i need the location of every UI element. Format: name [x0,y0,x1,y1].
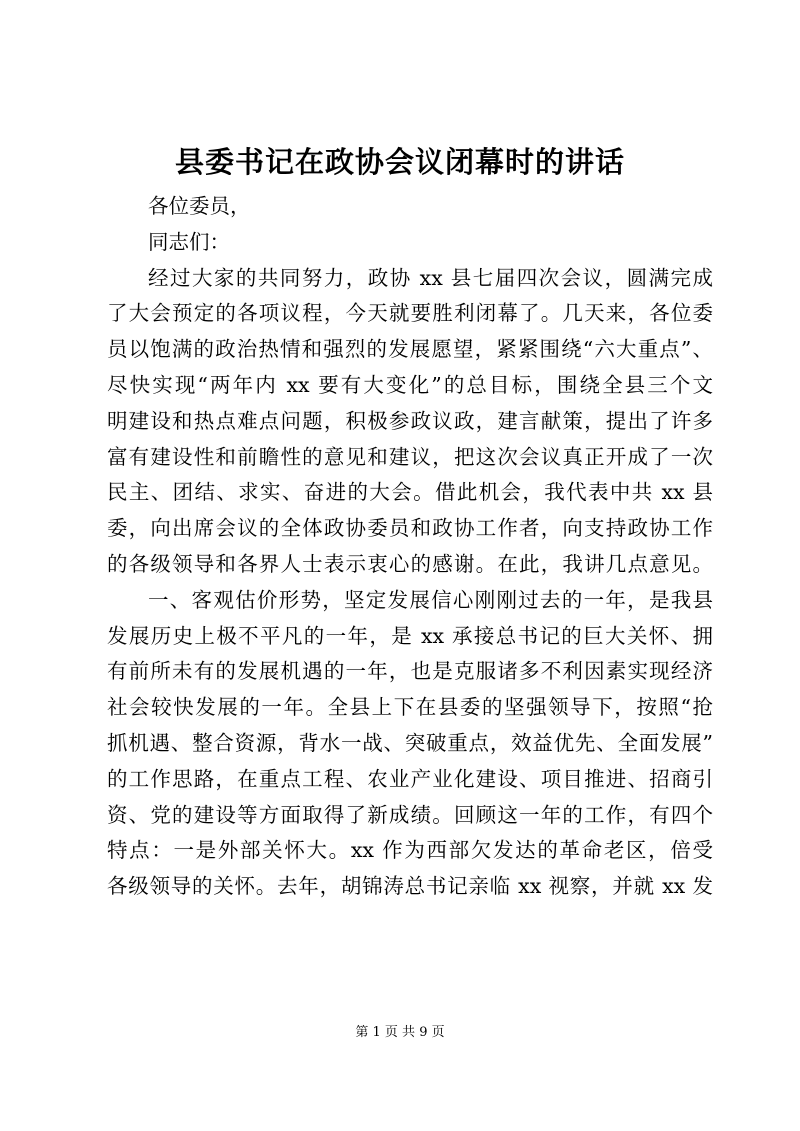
salutation-line: 各位委员， [148,194,251,218]
paragraph-line: 经过大家的共同努力，政协 xx 县七届四次会议，圆满完成 [148,265,713,290]
paragraph-line: 委，向出席会议的全体政协委员和政协工作者，向支持政协工作 [107,516,713,541]
paragraph-line: 富有建设性和前瞻性的意见和建议，把这次会议真正开成了一次 [107,444,713,469]
salutation-line: 同志们： [148,229,230,254]
paragraph-line: 员以饱满的政治热情和强烈的发展愿望，紧紧围绕“六大重点”、 [107,337,713,362]
paragraph-line: 尽快实现“两年内 xx 要有大变化”的总目标，围绕全县三个文 [107,372,713,397]
paragraph-line: 的工作思路，在重点工程、农业产业化建设、项目推进、招商引 [107,766,713,791]
paragraph-line: 了大会预定的各项议程，今天就要胜利闭幕了。几天来，各位委 [107,301,713,326]
paragraph-line: 资、党的建设等方面取得了新成绩。回顾这一年的工作，有四个 [107,802,713,827]
document-body [107,189,713,905]
document-title: 县委书记在政协会议闭幕时的讲话 [174,145,625,179]
paragraph-line: 发展历史上极不平凡的一年，是 xx 承接总书记的巨大关怀、拥 [107,623,713,648]
paragraph-line: 抓机遇、整合资源，背水一战、突破重点，效益优先、全面发展” [107,730,713,755]
paragraph-line: 明建设和热点难点问题，积极参政议政，建言献策，提出了许多 [107,408,713,433]
paragraph-line: 各级领导的关怀。去年，胡锦涛总书记亲临 xx 视察，并就 xx 发 [107,874,713,899]
paragraph-line: 有前所未有的发展机遇的一年，也是克服诸多不利因素实现经济 [107,659,713,684]
paragraph-line: 一、客观估价形势，坚定发展信心刚刚过去的一年，是我县 [148,587,713,612]
paragraph-line: 民主、团结、求实、奋进的大会。借此机会，我代表中共 xx 县 [107,480,713,505]
paragraph-line: 的各级领导和各界人士表示衷心的感谢。在此，我讲几点意见。 [107,551,713,576]
page-footer: 第 1 页 共 9 页 [355,1025,445,1040]
paragraph-line: 特点：一是外部关怀大。xx 作为西部欠发达的革命老区，倍受 [107,838,713,863]
paragraph-line: 社会较快发展的一年。全县上下在县委的坚强领导下，按照“抢 [107,695,713,720]
